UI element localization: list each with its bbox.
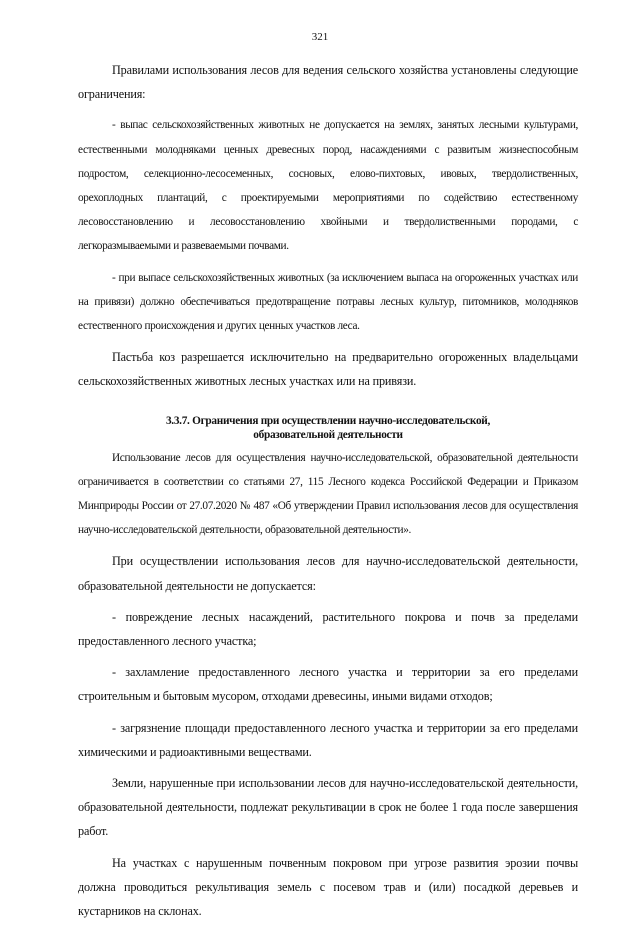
paragraph-prohibition-damage: - повреждение лесных насаждений, растительного покрова и почв за пределами предоставленного лесного участка; [78, 609, 578, 649]
paragraph-grazing-restriction-1: - выпас сельскохозяйственных животных не допускается на землях, занятых лесными культурами, естественными молодняками ценных древесных пород, насаждениями с развитым жизнеспособным подростом, селекционно-лесосеменных, сосновых, елово-пихтовых, ивовых, твердолиственных, орехоплодных плантаций, с проектируемыми мероприятиями по содействию естественному лесовосстановлению и лесовосстановлению хвойными и твердолиственными породами, с легкоразмываемыми и развеваемыми почвами. [78, 119, 578, 253]
paragraph-recultivation-deadline: Земли, нарушенные при использовании лесов для научно-исследовательской деятельности, образовательной деятельности, подлежат рекультивации в срок не более 1 года после завершения работ. [78, 776, 578, 839]
section-heading [78, 414, 578, 442]
paragraph-prohibition-littering: - захламление предоставленного лесного участка и территории за его пределами строительным и бытовым мусором, отходами древесины, иными видами отходов; [78, 665, 578, 704]
paragraph-grazing-intro: Правилами использования лесов для ведения сельского хозяйства установлены следующие ограничения: [78, 63, 578, 102]
section-heading-line-1: 3.3.7. Ограничения при осуществлении научно-исследовательской, [165, 414, 491, 427]
page-number: 321 [311, 31, 329, 43]
paragraph-research-legal-basis: Использование лесов для осуществления научно-исследовательской, образовательной деятельности ограничивается в соответствии со статьями 27, 115 Лесного кодекса Российской Федерации и Приказом Минприроды России от 27.07.2020 № 487 «Об утверждении Правил использования лесов для осуществления научно-исследовательской деятельности, образовательной деятельности». [78, 451, 578, 537]
paragraph-goat-grazing: Пастьба коз разрешается исключительно на предварительно огороженных владельцами сельскохозяйственных животных лесных участках или на привязи. [78, 350, 578, 389]
paragraph-erosion-recultivation: На участках с нарушенным почвенным покровом при угрозе развития эрозии почвы должна проводиться рекультивация земель с посевом трав и (или) посадкой деревьев и кустарников на склонах. [78, 855, 578, 919]
document-body [78, 58, 578, 930]
section-heading-line-2: образовательной деятельности [253, 428, 403, 441]
paragraph-prohibition-pollution: - загрязнение площади предоставленного лесного участка и территории за его пределами химическими и радиоактивными веществами. [78, 720, 578, 759]
paragraph-research-prohibitions-intro: При осуществлении использования лесов для научно-исследовательской деятельности, образовательной деятельности не допускается: [78, 554, 578, 593]
paragraph-grazing-restriction-2: - при выпасе сельскохозяйственных животных (за исключением выпаса на огороженных участках или на привязи) должно обеспечиваться предотвращение потравы лесных культур, питомников, молодняков естественного происхождения и других ценных участков леса. [78, 271, 578, 333]
